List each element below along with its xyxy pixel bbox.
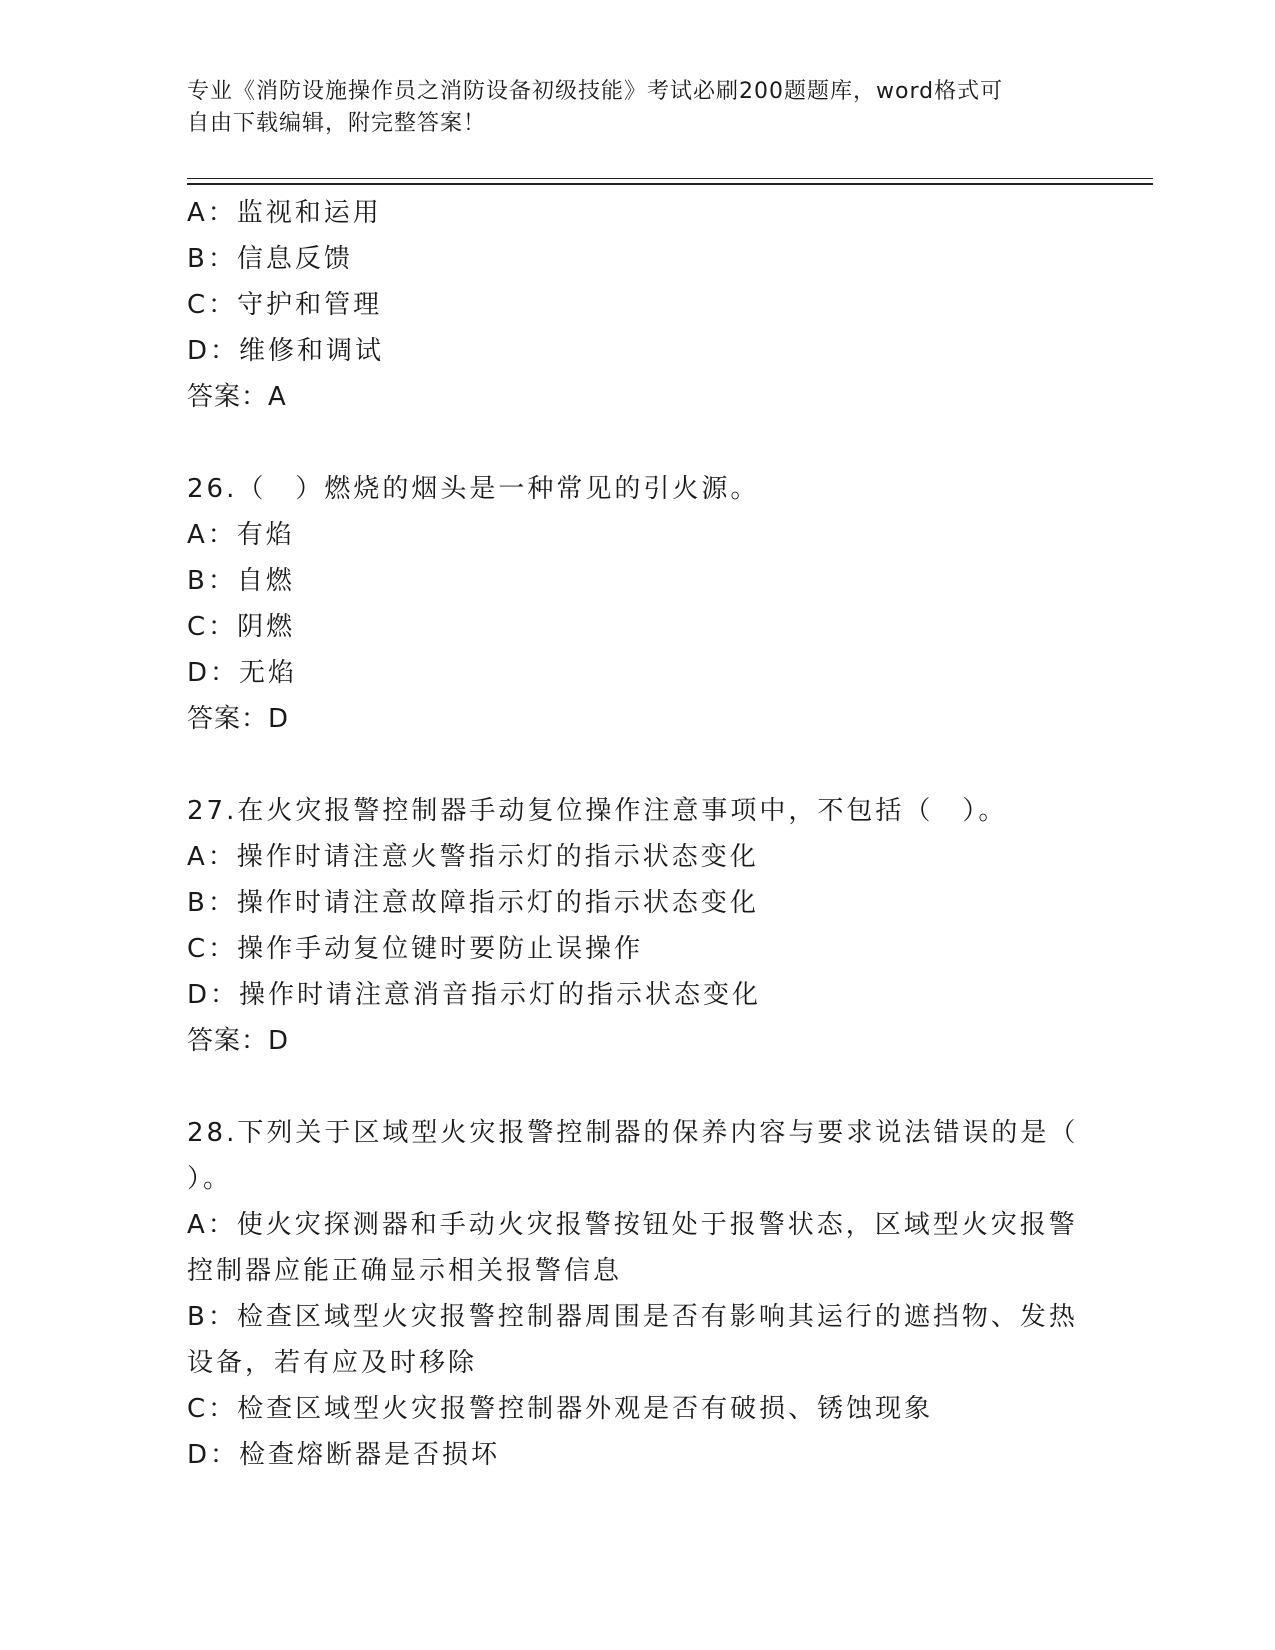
question-text-line-1: 28.下列关于区域型火灾报警控制器的保养内容与要求说法错误的是（	[187, 1118, 1079, 1148]
option-d: D：操作时请注意消音指示灯的指示状态变化	[187, 980, 762, 1010]
spacer	[187, 1064, 1077, 1110]
option-d: D：无焰	[187, 658, 298, 688]
spacer	[187, 742, 1077, 788]
spacer	[187, 420, 1077, 466]
question-text: 27.在火灾报警控制器手动复位操作注意事项中，不包括（ ）。	[187, 796, 1008, 826]
option-b-line-2: 设备，若有应及时移除	[187, 1348, 478, 1378]
question-block-28	[187, 1110, 1077, 1478]
option-a-line-1: A：使火灾探测器和手动火灾报警按钮处于报警状态，区域型火灾报警	[187, 1210, 1078, 1240]
option-c: C：阴燃	[187, 612, 296, 642]
question-block-25	[187, 190, 1077, 420]
option-c: C：操作手动复位键时要防止误操作	[187, 934, 644, 964]
option-b-line-1: B：检查区域型火灾报警控制器周围是否有影响其运行的遮挡物、发热	[187, 1302, 1078, 1332]
question-block-27	[187, 788, 1077, 1064]
document-header	[187, 76, 1067, 140]
header-divider-thick	[187, 183, 1153, 185]
question-text: 26.（ ）燃烧的烟头是一种常见的引火源。	[187, 474, 760, 504]
header-divider-thin	[187, 178, 1153, 179]
option-a: A：监视和运用	[187, 198, 382, 228]
option-c: C：守护和管理	[187, 290, 383, 320]
question-content	[187, 190, 1077, 1478]
question-text-line-2: ）。	[187, 1164, 233, 1194]
answer-line: 答案：A	[187, 382, 287, 412]
option-a: A：有焰	[187, 520, 295, 550]
option-d: D：维修和调试	[187, 336, 385, 366]
answer-line: 答案：D	[187, 1026, 290, 1056]
option-d: D：检查熔断器是否损坏	[187, 1440, 501, 1470]
option-c: C：检查区域型火灾报警控制器外观是否有破损、锈蚀现象	[187, 1394, 934, 1424]
option-b: B：自燃	[187, 566, 295, 596]
option-a-line-2: 控制器应能正确显示相关报警信息	[187, 1256, 623, 1286]
answer-line: 答案：D	[187, 704, 290, 734]
question-block-26	[187, 466, 1077, 742]
header-line-2: 自由下载编辑，附完整答案！	[187, 111, 487, 136]
option-b: B：操作时请注意故障指示灯的指示状态变化	[187, 888, 759, 918]
option-a: A：操作时请注意火警指示灯的指示状态变化	[187, 842, 759, 872]
header-line-1: 专业《消防设施操作员之消防设备初级技能》考试必刷200题题库，word格式可	[187, 79, 1004, 104]
option-b: B：信息反馈	[187, 244, 353, 274]
